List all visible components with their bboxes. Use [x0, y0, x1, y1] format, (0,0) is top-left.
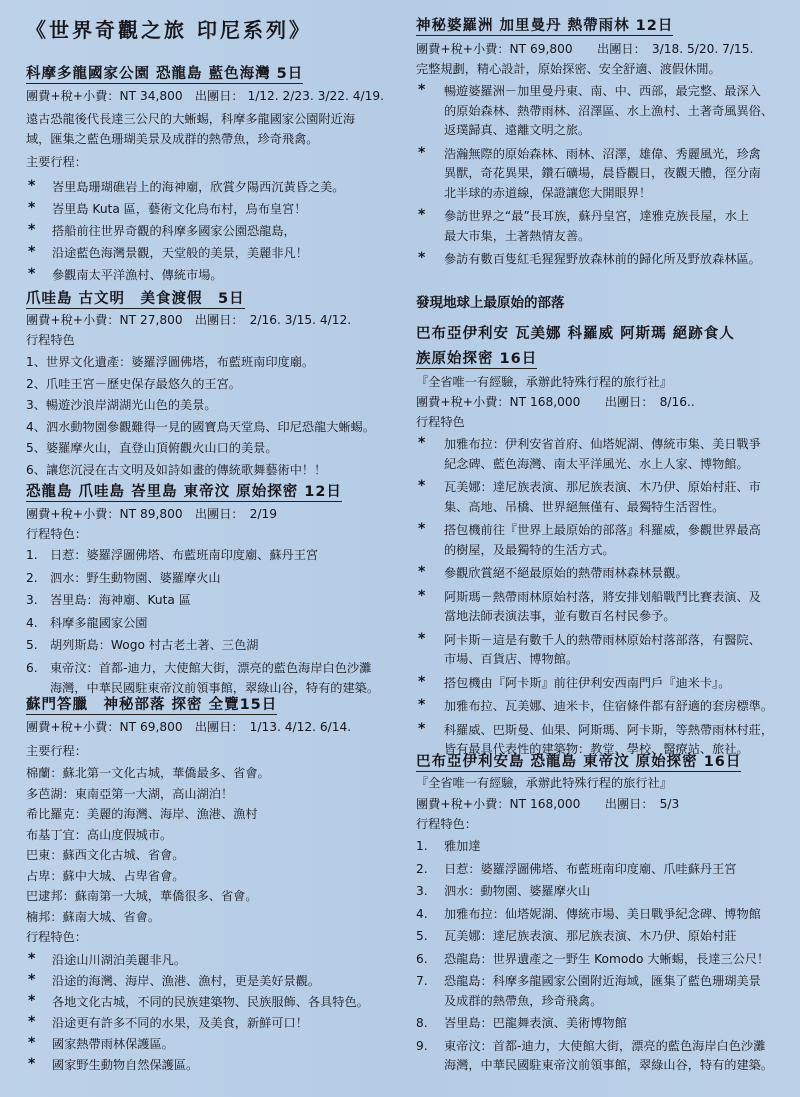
list-number: 1.	[416, 839, 428, 853]
papua-quote: 『全省唯一有經驗，承辦此特殊行程的旅行社』	[416, 375, 672, 389]
bullet-star-icon: *	[418, 207, 426, 223]
papua2-quote: 『全省唯一有經驗，承辦此特殊行程的旅行社』	[416, 776, 672, 790]
list-item: 國家熱帶雨林保護區。	[52, 1037, 174, 1051]
list-number: 6.	[416, 951, 428, 966]
list-item: 東帝汶：首都-迪力，大使館大街，漂亮的藍色海岸白色沙灘	[50, 660, 372, 675]
bullet-star-icon: *	[418, 144, 426, 161]
list-item: 布基丁宜：高山度假城市。	[26, 827, 173, 842]
list-item: 加雅布拉：伊利安省首府、仙塔妮湖、傳統市集、美日戰爭	[444, 437, 761, 451]
list-item: 峇里島：巴龍舞表演、美術博物館	[444, 1016, 627, 1030]
list-number: 4.	[416, 906, 428, 921]
list-item: 參訪世界之“最”長耳族，蘇丹皇宮，達雅克族長屋，水上	[444, 209, 750, 223]
list-item: 參訪有數百隻紅毛猩猩野放森林前的歸化所及野放森林區。	[444, 252, 761, 266]
komodo-desc: 遠古恐龍後代長達三公尺的大蜥蜴，科摩多龍國家公園附近海	[26, 112, 356, 126]
dino-price: 團費+稅+小費：NT 89,800 出團日： 2/19	[26, 507, 278, 521]
list-item: 阿斯瑪－熱帶雨林原始村落，將安排划船戰鬥比賽表演、及	[444, 589, 761, 604]
list-item: 5、婆羅摩火山，直登山頂俯觀火山口的美景。	[26, 441, 278, 455]
bullet-star-icon: *	[28, 266, 36, 282]
list-item: 的樹屋，及最獨特的生活方式。	[444, 542, 615, 557]
list-item: 楠邦：蘇南大城、省會。	[26, 909, 161, 924]
list-item: 阿卡斯－這是有數千人的熱帶雨林原始村落部落，有醫院、	[444, 632, 761, 647]
list-item: 皆有最具代表性的建築物：教堂、學校、醫療站、旅社。	[444, 742, 749, 756]
komodo-head: 主要行程：	[26, 155, 87, 169]
java-head: 行程特色	[26, 333, 75, 347]
list-item: 沿途更有許多不同的水果，及美食，新鮮可口！	[52, 1016, 308, 1030]
list-item: 最大市集，土著熱情友善。	[444, 228, 591, 243]
list-item: 泗水：動物園、婆羅摩火山	[444, 884, 591, 898]
list-number: 5.	[416, 929, 428, 943]
komodo-desc: 域，匯集之藍色珊瑚美景及成群的熱帶魚，珍奇飛禽。	[26, 132, 319, 146]
bullet-star-icon: *	[28, 972, 36, 988]
list-item: 科羅威、巴斯曼、仙果、阿斯瑪、阿卡斯，等熱帶雨林村莊，	[444, 722, 774, 737]
list-number: 8.	[416, 1016, 428, 1030]
list-number: 7.	[416, 974, 428, 988]
bullet-star-icon: *	[418, 435, 426, 451]
list-item: 北半球的赤道線，保證讓您大開眼界！	[444, 185, 652, 200]
komodo-price: 團費+稅+小費：NT 34,800 出團日： 1/12. 2/23. 3/22. 4/19.	[26, 89, 385, 103]
list-item: 日惹：婆羅浮圖佛塔、布藍班南印度廟、爪哇蘇丹王宮	[444, 861, 737, 876]
list-item: 的原始森林、熱帶雨林、沼澤區、水上漁村、土著奇風異俗、	[444, 103, 774, 118]
list-item: 峇里島：海神廟、Kuta 區	[50, 593, 191, 607]
java-title: 爪哇島 古文明 美食渡假 5日	[26, 287, 245, 309]
bullet-star-icon: *	[28, 1035, 36, 1051]
list-item: 沿途藍色海灣景觀，天堂般的美景，美麗非凡！	[52, 246, 308, 260]
sumatra-title: 蘇門答臘 神秘部落 探密 全覽15日	[26, 693, 277, 715]
list-item: 當地法師表演法事，並有數百名村民參予。	[444, 609, 676, 623]
list-item: 國家野生動物自然保護區。	[52, 1058, 199, 1072]
list-item: 加雅布拉：仙塔妮湖、傳統市場、美日戰爭紀念碑、博物館	[444, 906, 761, 921]
bullet-star-icon: *	[418, 630, 426, 647]
dino-title: 恐龍島 爪哇島 峇里島 東帝汶 原始探密 12日	[26, 480, 342, 502]
bullet-star-icon: *	[418, 697, 426, 713]
list-item: 各地文化古城，不同的民族建築物、民族服飾、各具特色。	[52, 995, 369, 1009]
list-item: 瓦美娜：達尼族表演、那尼族表演、木乃伊、原始村莊	[444, 929, 737, 943]
list-item: 沿途山川湖泊美麗非凡。	[52, 953, 187, 967]
list-item: 東帝汶：首都-迪力，大使館大街，漂亮的藍色海岸白色沙灘	[444, 1038, 766, 1053]
komodo-title: 科摩多龍國家公園 恐龍島 藍色海灣 5日	[26, 62, 303, 84]
list-number: 9.	[416, 1038, 428, 1053]
bullet-star-icon: *	[418, 673, 426, 690]
list-item: 雅加達	[444, 839, 481, 853]
page-title: 《世界奇觀之旅 印尼系列》	[26, 18, 312, 42]
bullet-star-icon: *	[418, 478, 426, 494]
list-item: 紀念碑、藍色海灣、南太平洋風光、水上人家、博物館。	[444, 456, 749, 471]
list-item: 恐龍島：世界遺產之一野生 Komodo 大蜥蜴，長達三公尺！	[444, 951, 770, 966]
papua-title-1: 巴布亞伊利安 瓦美娜 科羅威 阿斯瑪 絕跡食人	[416, 326, 735, 342]
papua2-head: 行程特色：	[416, 817, 477, 831]
bullet-star-icon: *	[418, 564, 426, 580]
borneo-price: 團費+稅+小費：NT 69,800 出團日： 3/18. 5/20. 7/15.	[416, 42, 754, 56]
list-item: 多芭湖：東南亞第一大湖，高山湖泊！	[26, 786, 234, 801]
list-item: 2、爪哇王宮－歷史保存最悠久的王宮。	[26, 376, 241, 391]
list-item: 沿途的海灣、海岸、漁港、漁村，更是美好景觀。	[52, 974, 321, 988]
list-item: 日惹：婆羅浮圖佛塔、布藍班南印度廟、蘇丹王宮	[50, 548, 319, 562]
list-item: 異獸，奇花異果，鑽石礦場，晨昏觀日，夜觀天體，徑分南	[444, 166, 761, 180]
list-item: 市場、百貨店、博物館。	[444, 652, 579, 666]
list-item: 集、高地、吊橋、世界絕無僅有、最獨特生活習性。	[444, 499, 725, 514]
list-item: 瓦美娜：達尼族表演、那尼族表演、木乃伊、原始村莊、市	[444, 480, 761, 494]
bullet-star-icon: *	[418, 587, 426, 604]
list-item: 峇里島 Kuta 區，藝術文化烏布村，烏布皇宮！	[52, 202, 307, 216]
sumatra-head: 主要行程：	[26, 744, 87, 758]
list-number: 2.	[416, 861, 428, 876]
bullet-star-icon: *	[28, 951, 36, 967]
list-item: 3、暢遊沙浪岸湖湖光山色的美景。	[26, 398, 217, 412]
bullet-star-icon: *	[418, 720, 426, 737]
list-item: 6、讓您沉浸在古文明及如詩如畫的傳統歌舞藝術中！！	[26, 462, 327, 477]
list-item: 返璞歸真、遠離文明之旅。	[444, 123, 591, 137]
bullet-star-icon: *	[28, 244, 36, 260]
dino-head: 行程特色：	[26, 527, 87, 541]
papua2-price: 團費+稅+小費：NT 168,000 出團日： 5/3	[416, 797, 680, 811]
papua-title-2: 族原始探密 16日	[416, 347, 537, 369]
borneo-title: 神秘婆羅洲 加里曼丹 熱帶雨林 12日	[416, 14, 673, 36]
list-item: 海灣，中華民國駐東帝汶前領事館，翠綠山谷，特有的建築。	[50, 680, 380, 695]
list-number: 5.	[26, 638, 38, 652]
bullet-star-icon: *	[418, 521, 426, 537]
list-item: 棉蘭：蘇北第一文化古城，華僑最多、省會。	[26, 766, 270, 780]
papua-head: 行程特色	[416, 415, 465, 429]
list-item: 加雅布拉、瓦美娜、迪米卡，住宿條件都有舒適的套房標準。	[444, 699, 774, 713]
list-number: 3.	[416, 884, 428, 898]
sumatra-head2: 行程特色：	[26, 930, 87, 944]
sumatra-price: 團費+稅+小費：NT 69,800 出團日： 1/13. 4/12. 6/14.	[26, 720, 352, 734]
papua-pre: 發現地球上最原始的部落	[416, 295, 565, 311]
list-item: 峇里島珊瑚礁岩上的海神廟，欣賞夕陽西沉黃昏之美。	[52, 180, 345, 194]
papua-price: 團費+稅+小費：NT 168,000 出團日： 8/16..	[416, 395, 695, 409]
list-item: 恐龍島：科摩多龍國家公園附近海域，匯集了藍色珊瑚美景	[444, 974, 761, 988]
bullet-star-icon: *	[28, 1014, 36, 1030]
bullet-star-icon: *	[28, 1056, 36, 1072]
list-item: 4、泗水動物園參觀難得一見的國寶鳥天堂鳥、印尼恐龍大蜥蜴。	[26, 419, 376, 434]
list-item: 浩瀚無際的原始森林、雨林、沼澤，雄偉、秀麗風光，珍禽	[444, 146, 761, 161]
bullet-star-icon: *	[28, 222, 36, 238]
list-item: 胡列斯島：Wogo 村古老土著、三色湖	[50, 638, 259, 652]
list-number: 6.	[26, 660, 38, 675]
list-item: 及成群的熱帶魚，珍奇飛禽。	[444, 993, 603, 1008]
list-number: 3.	[26, 593, 38, 607]
list-number: 4.	[26, 615, 38, 630]
papua2-title: 巴布亞伊利安島 恐龍島 東帝汶 原始探密 16日	[416, 750, 741, 772]
list-item: 巴逮邦：蘇南第一大城，華僑很多、省會。	[26, 889, 258, 903]
java-price: 團費+稅+小費：NT 27,800 出團日： 2/16. 3/15. 4/12.	[26, 313, 352, 327]
list-item: 搭包機前往『世界上最原始的部落』科羅威，參觀世界最高	[444, 523, 761, 537]
bullet-star-icon: *	[28, 200, 36, 216]
list-item: 1、世界文化遺產：婆羅浮圖佛塔，布藍班南印度廟。	[26, 355, 315, 369]
bullet-star-icon: *	[28, 178, 36, 194]
list-item: 科摩多龍國家公園	[50, 615, 148, 630]
bullet-star-icon: *	[418, 250, 426, 266]
list-item: 參觀南太平洋漁村、傳統市場。	[52, 268, 223, 282]
list-number: 1.	[26, 548, 38, 562]
bullet-star-icon: *	[418, 82, 426, 98]
list-item: 占卑：蘇中大城、占卑省會。	[26, 868, 185, 883]
list-item: 搭包機由『阿卡斯』前往伊利安西南門戶『迪米卡』。	[444, 675, 731, 690]
list-item: 參觀欣賞絕不絕最原始的熱帶雨林森林景觀。	[444, 566, 688, 580]
list-item: 搭船前往世界奇觀的科摩多國家公園恐龍島，	[52, 224, 296, 238]
list-item: 巴東：蘇西文化古城、省會。	[26, 848, 185, 862]
bullet-star-icon: *	[28, 993, 36, 1009]
borneo-desc: 完整規劃，精心設計，原始探密、安全舒適、渡假休閒。	[416, 62, 721, 76]
list-item: 希比羅克：美麗的海灣、海岸、漁港、漁村	[26, 807, 258, 821]
list-item: 海灣，中華民國駐東帝汶前領事館，翠綠山谷，特有的建築。	[444, 1058, 774, 1072]
list-item: 泗水：野生動物園、婆羅摩火山	[50, 570, 221, 585]
list-number: 2.	[26, 570, 38, 585]
list-item: 暢遊婆羅洲－加里曼丹東、南、中、西部，最完整、最深入	[444, 84, 761, 98]
